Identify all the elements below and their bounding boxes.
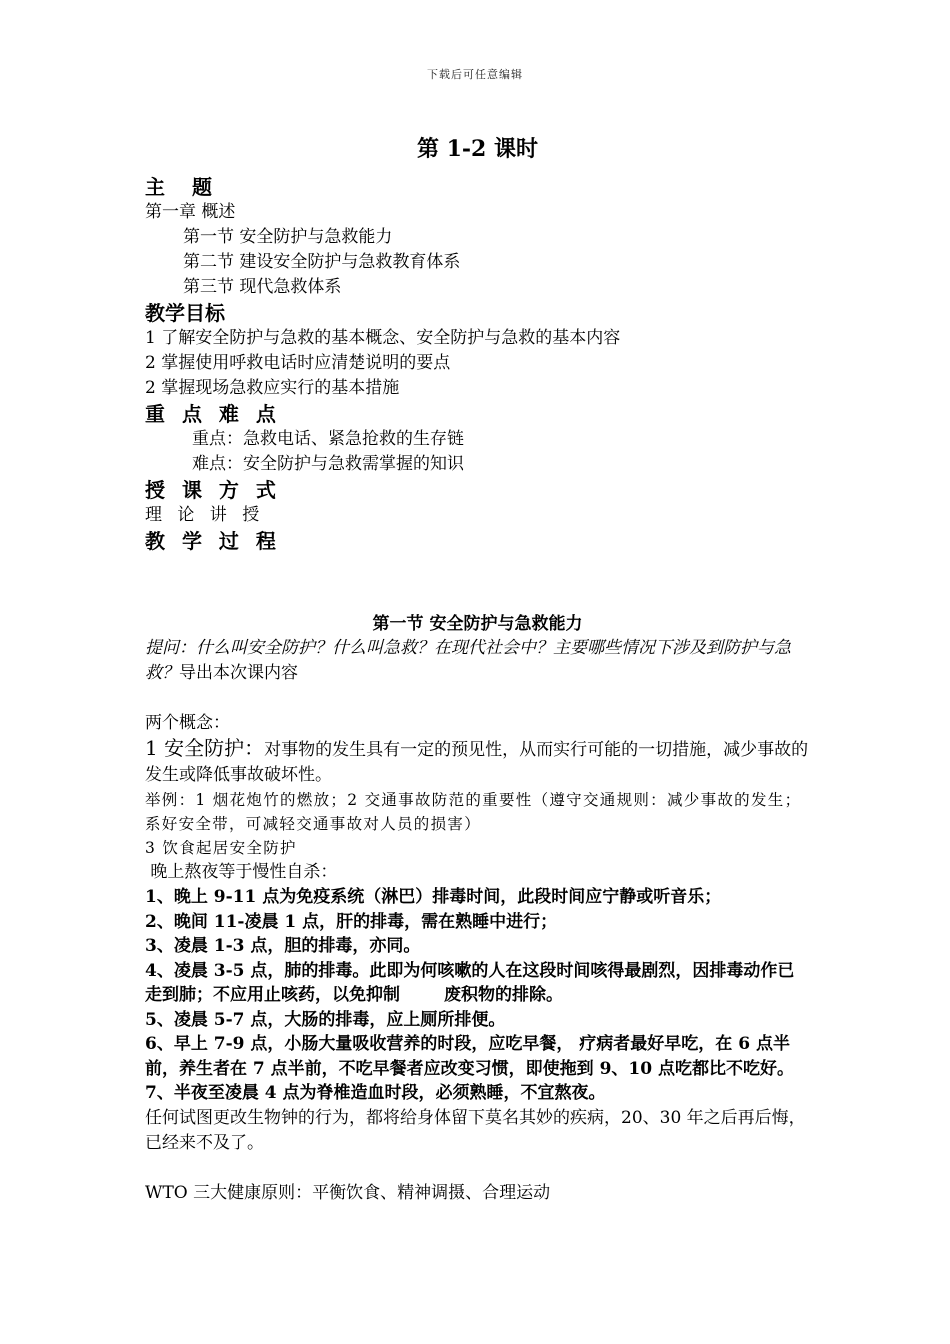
objective-item: 2 掌握现场急救应实行的基本措施 (145, 378, 400, 398)
topic-item: 第二节 建设安全防护与急救教育体系 (183, 252, 461, 272)
schedule-item: 2、晚间 11-凌晨 1 点，肝的排毒，需在熟睡中进行； (145, 911, 558, 932)
schedule-item-4-a: 4、凌晨 3-5 点，肺的排毒。此即为何咳嗽的人在这段时间咳得最剧烈，因排毒动作已走到肺；不应用止咳药，以免抑制 (145, 960, 795, 1005)
schedule-item-4-b: 废积物的排除。 (444, 985, 563, 1005)
schedule-item: 3、凌晨 1-3 点，胆的排毒，亦同。 (145, 936, 421, 956)
conclusion-paragraph: 任何试图更改生物钟的行为，都将给身体留下莫名其妙的疾病，20、30 年之后再后悔，已经来不及了。 (145, 1107, 806, 1153)
schedule-item: 5、凌晨 5-7 点，大肠的排毒，应上厕所排便。 (145, 1009, 506, 1030)
schedule-item-4 (145, 959, 810, 1008)
process-heading: 教 学 过 程 (145, 529, 281, 553)
topic-item: 第三节 现代急救体系 (183, 277, 342, 297)
page-header: 下载后可任意编辑 (427, 68, 523, 81)
question-tail: 导出本次课内容 (179, 663, 298, 683)
night-line: 晚上熬夜等于慢性自杀： (145, 862, 338, 882)
example-paragraph: 举例：1 烟花炮竹的燃放；2 交通事故防范的重要性（遵守交通规则：减少事故的发生；系好安全带，可减轻交通事故对人员的损害） (145, 791, 802, 833)
concept-1-label: 1 安全防护： (145, 736, 265, 760)
topic-heading: 主 题 (145, 175, 222, 199)
method-text: 理 论 讲 授 (145, 505, 265, 525)
chapter-line: 第一章 概述 (145, 202, 236, 222)
topic-item: 第一节 安全防护与急救能力 (183, 227, 393, 247)
lesson-title: 第 1-2 课时 (416, 136, 539, 162)
document-content (145, 134, 810, 1206)
diet-line: 3 饮食起居安全防护 (145, 839, 297, 857)
section-title: 第一节 安全防护与急救能力 (372, 614, 583, 634)
question-italic: 提问：什么叫安全防护？什么叫急救？在现代社会中？主要哪些情况下涉及到防护与急救？ (145, 638, 791, 683)
schedule-item: 1、晚上 9-11 点为免疫系统（淋巴）排毒时间，此段时间应宁静或听音乐； (145, 887, 722, 907)
concept-1-text: 对事物的发生具有一定的预见性，从而实行可能的一切措施，减少事故的发生或降低事故破坏性。 (145, 740, 809, 785)
difficult-point-item: 难点：安全防护与急救需掌握的知识 (192, 454, 464, 474)
two-concepts-label: 两个概念： (145, 713, 230, 733)
objective-item: 1 了解安全防护与急救的基本概念、安全防护与急救的基本内容 (145, 328, 621, 348)
schedule-item: 7、半夜至凌晨 4 点为脊椎造血时段，必须熟睡，不宜熬夜。 (145, 1083, 606, 1103)
objective-item: 2 掌握使用呼救电话时应清楚说明的要点 (145, 353, 451, 373)
wto-principles: WTO 三大健康原则：平衡饮食、精神调摄、合理运动 (145, 1182, 551, 1203)
objectives-heading: 教学目标 (145, 301, 225, 325)
key-point-item: 重点：急救电话、紧急抢救的生存链 (192, 429, 464, 449)
schedule-item: 6、早上 7-9 点，小肠大量吸收营养的时段，应吃早餐， 疗病者最好早吃，在 6 点半前，养生者在 7 点半前，不吃早餐者应改变习惯，即使拖到 9、10 点吃都比不吃好。 (145, 1034, 794, 1079)
concept-1 (145, 736, 810, 788)
method-heading: 授 课 方 式 (145, 478, 281, 502)
key-points-heading: 重 点 难 点 (145, 402, 281, 426)
question-paragraph (145, 636, 810, 686)
